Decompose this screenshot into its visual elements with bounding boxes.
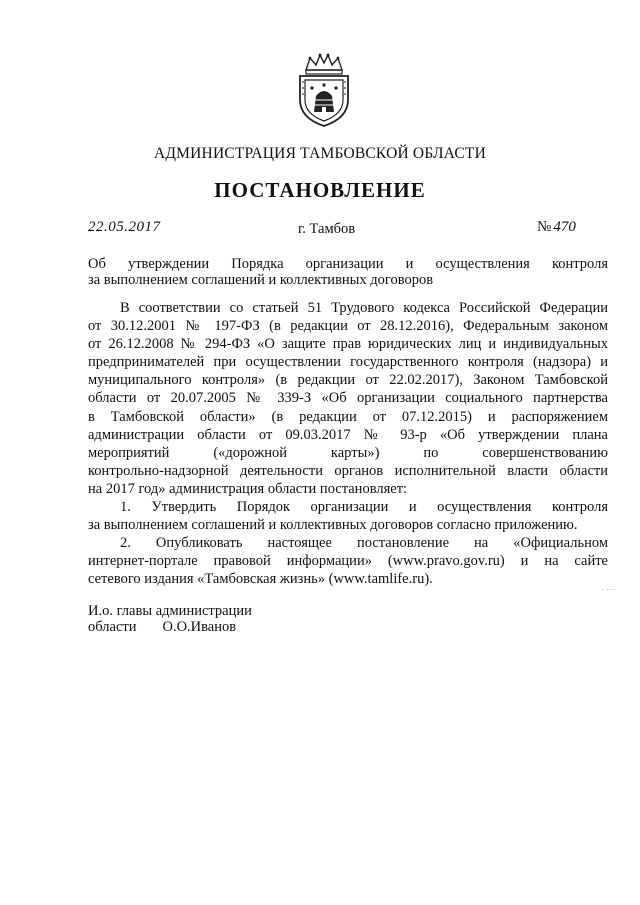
document-date: 22.05.2017 [88, 219, 161, 235]
subject-line: за выполнением соглашений и коллективных договоров [88, 272, 434, 288]
body-line: 2. Опубликовать настоящее постановление на «Официальном [120, 535, 608, 552]
document-type-title: ПОСТАНОВЛЕНИЕ [214, 178, 426, 202]
body-line: мероприятий («дорожной карты») по совершенствованию [88, 444, 608, 461]
body-line: В соответствии со статьей 51 Трудового кодекса Российской Федерации [120, 300, 608, 316]
document-city: г. Тамбов [298, 221, 356, 237]
body-line: предпринимателей при осуществлении государственного контроля (надзора) и [88, 354, 608, 371]
body-line: 1. Утвердить Порядок организации и осуществления контроля [120, 499, 608, 516]
organization-name: АДМИНИСТРАЦИЯ ТАМБОВСКОЙ ОБЛАСТИ [154, 145, 486, 162]
document-body [88, 299, 608, 589]
tambov-coat-of-arms-icon [296, 52, 352, 128]
body-line: интернет-портале правовой информации» (www.pravo.gov.ru) и на сайте [88, 553, 608, 570]
number-sign: № [537, 219, 552, 235]
document-subject [88, 256, 608, 288]
body-line: области от 20.07.2005 № 339-З «Об организации социального партнерства [88, 390, 608, 407]
number-value: 470 [553, 219, 576, 235]
body-line: муниципального контроля» (в редакции от 22.02.2017), Законом Тамбовской [88, 372, 608, 389]
body-line: от 26.12.2008 № 294-ФЗ «О защите прав юридических лиц и индивидуальных [88, 336, 608, 353]
signatory-name: О.О.Иванов [162, 619, 237, 635]
subject-line: Об утверждении Порядка организации и осуществления контроля [88, 256, 608, 272]
body-line: в Тамбовской области» (в редакции от 07.12.2015) и распоряжением [88, 408, 608, 425]
document-number [537, 219, 576, 236]
signatory-position-line2: области О.О.Иванов [88, 619, 237, 635]
scan-mark: · ···· [602, 586, 616, 594]
body-line: от 30.12.2001 № 197-ФЗ (в редакции от 28.12.2016), Федеральным законом [88, 318, 608, 335]
signatory-position: И.о. главы администрации [88, 603, 252, 619]
body-line: за выполнением соглашений и коллективных договоров согласно приложению. [88, 517, 578, 534]
body-line: на 2017 год» администрация области постановляет: [88, 480, 408, 497]
body-line: сетевого издания «Тамбовская жизнь» (www.tamlife.ru). [88, 571, 433, 588]
body-line: контрольно-надзорной деятельности органов исполнительной власти области [88, 462, 608, 479]
body-line: администрации области от 09.03.2017 № 93-р «Об утверждении плана [88, 426, 608, 443]
signature-block [88, 603, 252, 635]
